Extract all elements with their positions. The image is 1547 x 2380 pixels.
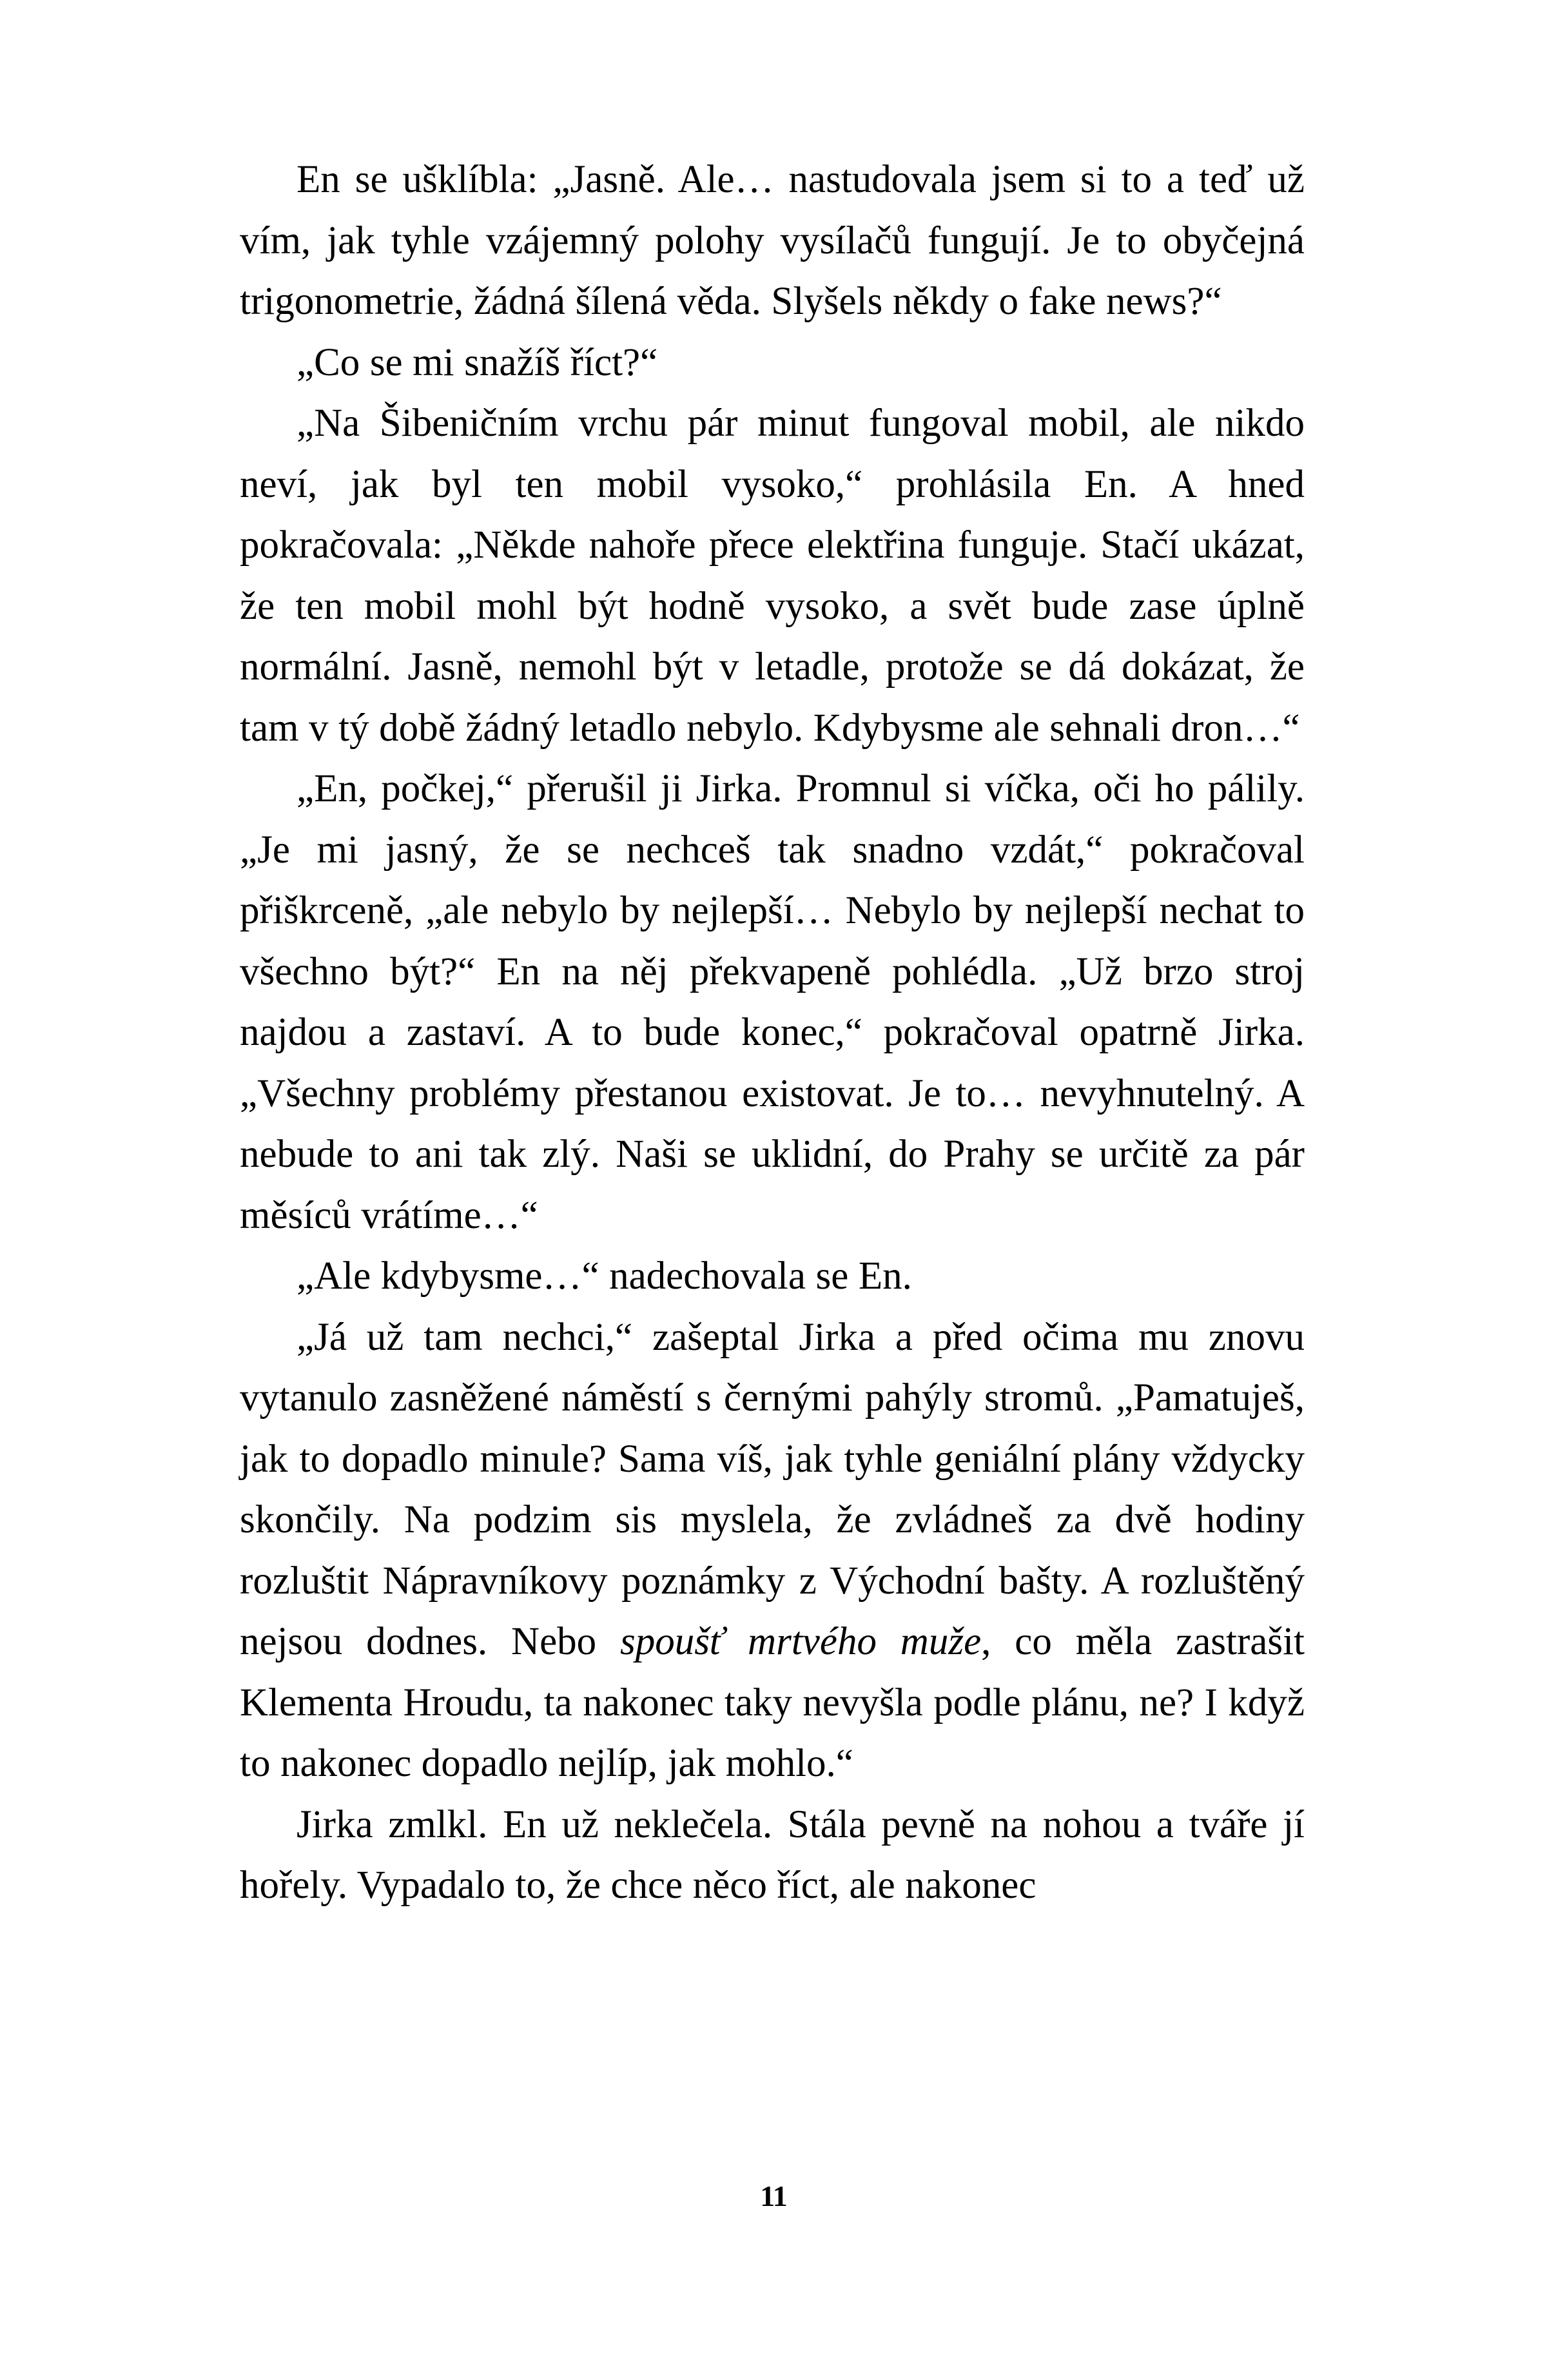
paragraph-6-run-1: „Já už tam nechci,“ zašeptal Jirka a před očima mu znovu vytanulo zasněžené náměstí s černými pahýly stromů. „Pamatuješ, jak to dopadlo minule? Sama víš, jak tyhle geniální plány vždycky skončily. Na podzim sis myslela, že zvládneš za dvě hodiny rozluštit Nápravníkovy poznámky z Východní bašty. A rozluštěný nejsou dodnes. Nebo (240, 1315, 1305, 1663)
paragraph-6-run-3: , co měla zastrašit Klementa Hroudu, ta nakonec taky nevyšla podle plánu, ne? I když to nakonec dopadlo nejlíp, jak mohlo.“ (240, 1620, 1305, 1785)
italic-phrase-spoust-mrtveho-muze: spoušť mrtvého muže (620, 1620, 982, 1663)
body-text-block (240, 150, 1305, 1917)
paragraph-5: „Ale kdybysme…“ nadechovala se En. (297, 1254, 912, 1298)
paragraph-4: „En, počkej,“ přerušil ji Jirka. Promnul si víčka, oči ho pálily. „Je mi jasný, že se nechceš tak snadno vzdát,“ pokračoval přiškrceně, „ale nebylo by nejlepší… Nebylo by nejlepší nechat to všechno být?“ En na něj překvapeně pohlédla. „Už brzo stroj najdou a zastaví. A to bude konec,“ pokračoval opatrně Jirka. „Všechny problémy přestanou existovat. Je to… nevyhnutelný. A nebude to ani tak zlý. Naši se uklidní, do Prahy se určitě za pár měsíců vrátíme…“ (240, 767, 1305, 1237)
paragraph-2: „Co se mi snažíš říct?“ (297, 340, 658, 384)
page-number: 11 (760, 2180, 787, 2212)
paragraph-3: „Na Šibeničním vrchu pár minut fungoval mobil, ale nikdo neví, jak byl ten mobil vysoko,“ prohlásila En. A hned pokračovala: „Někde nahoře přece elektřina funguje. Stačí ukázat, že ten mobil mohl být hodně vysoko, a svět bude zase úplně normální. Jasně, nemohl být v letadle, protože se dá dokázat, že tam v tý době žádný letadlo nebylo. Kdybysme ale sehnali dron…“ (240, 402, 1305, 750)
paragraph-1: En se ušklíbla: „Jasně. Ale… nastudovala jsem si to a teď už vím, jak tyhle vzájemný polohy vysílačů fungují. Je to obyčejná trigonometrie, žádná šílená věda. Slyšels někdy o fake news?“ (240, 158, 1305, 323)
paragraph-7: Jirka zmlkl. En už neklečela. Stála pevně na nohou a tváře jí hořely. Vypadalo to, že chce něco říct, ale nakonec (240, 1802, 1305, 1907)
paragraph-6 (240, 1307, 1305, 1795)
